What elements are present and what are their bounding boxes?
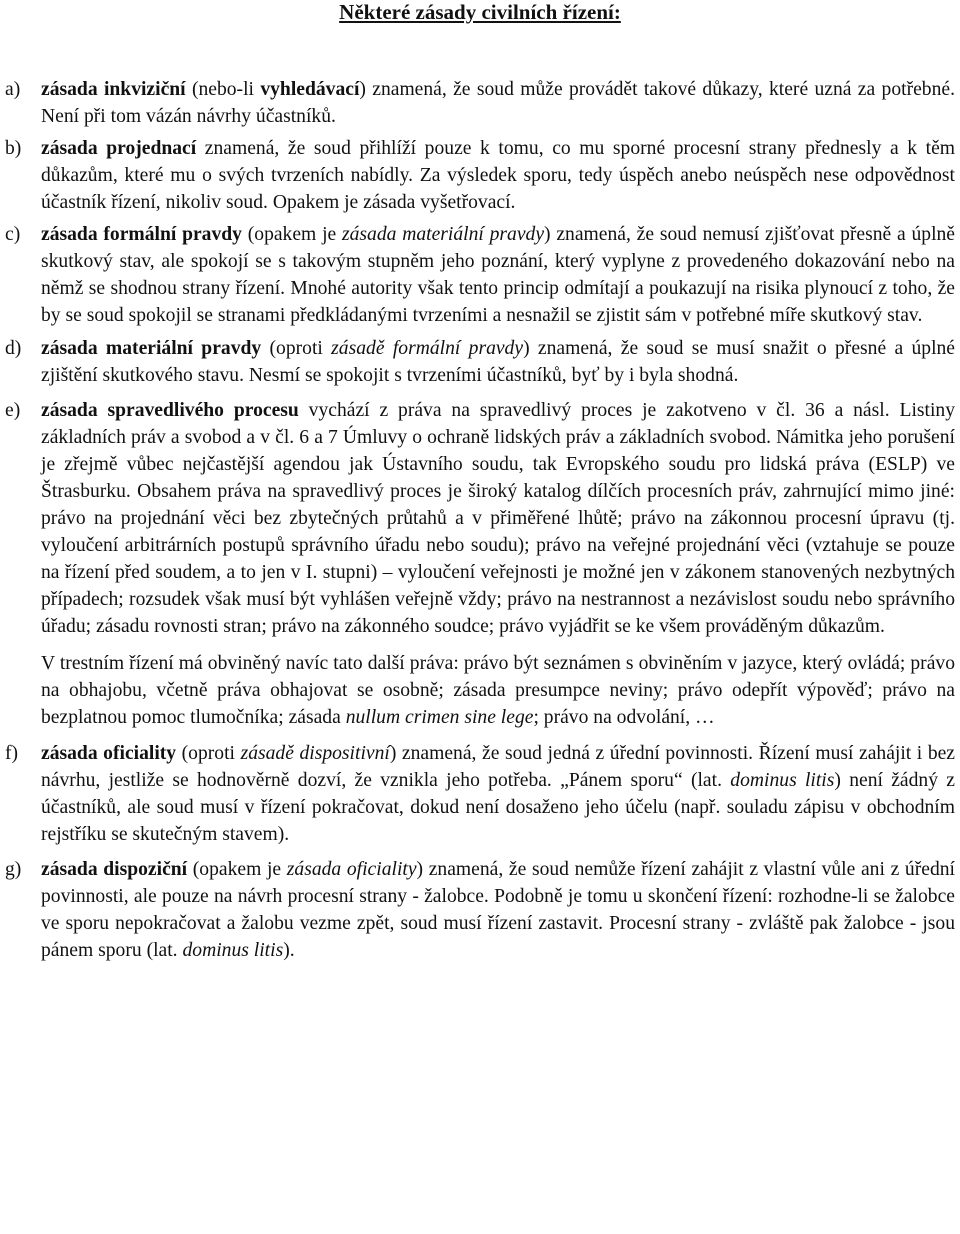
list-marker: e) [5, 400, 21, 421]
paragraph [41, 397, 955, 640]
list-marker: f) [5, 743, 19, 764]
list-marker: d) [5, 338, 22, 359]
term-italic: dominus litis [182, 940, 284, 961]
paragraph [41, 856, 955, 964]
list-item-text [41, 740, 955, 848]
text-run: V trestním řízení má obviněný navíc tato další práva: právo být seznámen s obviněním v jazyce, který ovládá; právo na obhajobu, včetně práva obhajovat se osobně; zásada presumpce neviny; právo odepřít výpověď; právo na bezplatnou pomoc tlumočníka; zásada [41, 653, 955, 728]
list-item-text [41, 76, 955, 130]
text-run: (oproti [261, 338, 332, 359]
list-item-text [41, 135, 955, 216]
term-italic: zásadě formální pravdy [331, 338, 524, 359]
term-bold: zásada formální pravdy [41, 224, 242, 245]
page-title: Některé zásady civilních řízení: [339, 0, 621, 24]
term-bold: vyhledávací [260, 79, 360, 100]
term-bold: zásada spravedlivého procesu [41, 400, 299, 421]
list-item-e [5, 397, 955, 731]
text-run: ) znamená, že soud nemusí zjišťovat přesně a úplně skutkový stav, ale spokojí se s takovým stupněm jeho poznání, který vyplyne z provedeného dokazování nebo na němž se shodnou strany řízení. Mnohé autority však tento princip odmítají a poukazují na risika plynoucí z toho, že by se soud spokojil se stranami předkládanými tvrzeními a nesnažil se zjistit sám v potřebné míře skutkový stav. [41, 224, 956, 326]
term-bold: zásada dispoziční [41, 859, 188, 880]
term-italic: nullum crimen sine lege [345, 707, 534, 728]
term-bold: zásada projednací [41, 138, 197, 159]
term-bold: zásada inkviziční [41, 79, 186, 100]
paragraph [41, 221, 955, 329]
list-item-f [5, 740, 955, 848]
text-run: (nebo-li [185, 79, 261, 100]
text-run: ) není žádný z účastníků, ale soud musí v řízení pokračovat, dokud není dosaženo jeho účelu (např. souladu zápisu v obchodním rejstříku se skutečným stavem). [41, 770, 956, 845]
list-item-g [5, 856, 955, 964]
term-italic: zásada oficiality [286, 859, 417, 880]
list-item-c [5, 221, 955, 329]
text-run: ). [283, 940, 295, 961]
paragraph [41, 650, 955, 731]
term-bold: zásada materiální pravdy [41, 338, 262, 359]
list-item-text [41, 335, 955, 389]
list-marker: g) [5, 859, 22, 880]
list-item-d [5, 335, 955, 389]
text-run: ) znamená, že soud může provádět takové důkazy, které uzná za potřebné. Není při tom vázán návrhy účastníků. [41, 79, 955, 127]
list-item-a [5, 76, 955, 130]
term-italic: zásadě dispositivní [240, 743, 390, 764]
paragraph [41, 135, 955, 216]
list-item-b [5, 135, 955, 216]
paragraph [41, 76, 955, 130]
text-run: znamená, že soud přihlíží pouze k tomu, co mu sporné procesní strany přednesly a k těm důkazům, které mu o svých tvrzeních nabídly. Za výsledek sporu, tedy úspěch anebo neúspěch nese odpovědnost účastník řízení, nikoliv soud. Opakem je zásada vyšetřovací. [41, 138, 956, 213]
paragraph [41, 335, 955, 389]
paragraph [41, 740, 955, 848]
list-item-text [41, 397, 955, 731]
text-run: (oproti [176, 743, 241, 764]
text-run: (opakem je [241, 224, 342, 245]
list-marker: b) [5, 138, 22, 159]
text-run: ; právo na odvolání, … [533, 707, 715, 728]
term-italic: dominus litis [730, 770, 835, 791]
text-run: ) znamená, že soud se musí snažit o přesné a úplné zjištění skutkového stavu. Nesmí se spokojit s tvrzeními účastníků, byť by i byla shodná. [41, 338, 956, 386]
term-bold: zásada oficiality [41, 743, 177, 764]
list-marker: a) [5, 79, 21, 100]
text-run: (opakem je [187, 859, 287, 880]
list-item-text [41, 221, 955, 329]
text-run: ) znamená, že soud nemůže řízení zahájit z vlastní vůle ani z úřední povinnosti, ale pouze na návrh procesní strany - žalobce. Podobně je tomu u skončení řízení: rozhodne-li se žalobce ve sporu nepokračovat a žalobu vezme zpět, soud musí řízení zastavit. Procesní strany - zvláště pak žalobce - jsou pánem sporu (lat. [41, 859, 955, 961]
text-run: vychází z práva na spravedlivý proces je zakotveno v čl. 36 a násl. Listiny základních práv a svobod a v čl. 6 a 7 Úmluvy o ochraně lidských práv a základních svobod. Námitka jeho porušení je zřejmě vůbec nejčastější agendou jak Ústavního soudu, tak Evropského soudu pro lidská práva (ESLP) ve Štrasburku. Obsahem práva na spravedlivý proces je široký katalog dílčích procesních práv, zahrnující mimo jiné: právo na projednání věci bez zbytečných průtahů a v přiměřené lhůtě; právo na zákonnou procesní úpravu (tj. vyloučení arbitrárních postupů správního úřadu nebo soudu); právo na veřejné projednání věci (vztahuje se pouze na řízení před soudem, a to jen v I. stupni) – vyloučení veřejnosti je možné jen v zákonem stanovených nezbytných případech; rozsudek však musí být vyhlášen veřejně vždy; právo na nestrannost a nezávislost soudu nebo správního úřadu; zásadu rovnosti stran; právo na zákonného soudce; právo vyjádřit se ke všem prováděným důkazům. [41, 400, 955, 637]
term-italic: zásada materiální pravdy [342, 224, 545, 245]
text-run: ) znamená, že soud jedná z úřední povinnosti. Řízení musí zahájit i bez návrhu, jestliže se hodnověrně dozví, že vznikla jeho potřeba. „Pánem sporu“ (lat. [41, 743, 956, 791]
list-marker: c) [5, 224, 21, 245]
list-item-text [41, 856, 955, 964]
